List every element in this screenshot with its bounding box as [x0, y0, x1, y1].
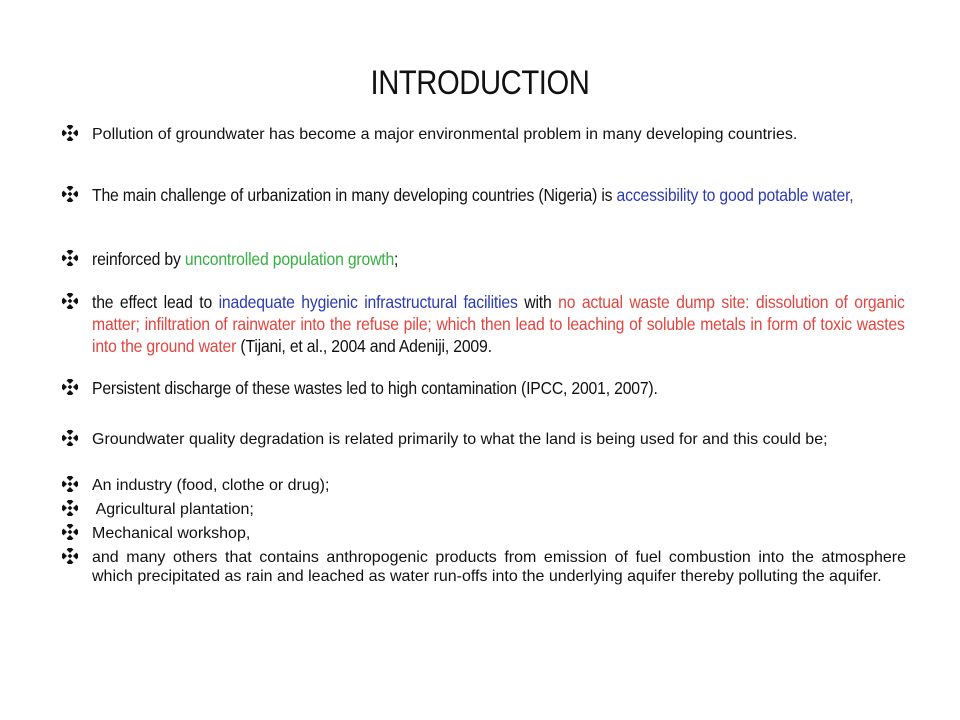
- bullet-item: [62, 248, 906, 271]
- bullet-text: Groundwater quality degradation is related primarily to what the land is being used for and this could be;: [92, 431, 828, 448]
- bullet-text: and many others that contains anthropogenic products from emission of fuel combustion into the atmosphere which precipitated as rain and leached as water run-offs into the underlying aquifer thereby polluting the aquifer.: [92, 549, 906, 585]
- four-petal-diamond-bullet-icon: [62, 476, 84, 496]
- bullet-text: reinforced by uncontrolled population growth;: [92, 249, 399, 269]
- bullet-text: Agricultural plantation;: [92, 501, 254, 518]
- four-petal-diamond-bullet-icon: [62, 293, 84, 313]
- four-petal-diamond-bullet-icon: [62, 430, 84, 450]
- bullet-item: [62, 548, 906, 586]
- slide-title: INTRODUCTION: [370, 64, 590, 102]
- four-petal-diamond-bullet-icon: [62, 524, 84, 544]
- bullet-text: An industry (food, clothe or drug);: [92, 477, 330, 494]
- four-petal-diamond-bullet-icon: [62, 125, 84, 145]
- bullet-item: [62, 125, 906, 144]
- bullet-item: [62, 377, 906, 400]
- bullet-text: Persistent discharge of these wastes led to high contamination (IPCC, 2001, 2007).: [92, 378, 658, 398]
- four-petal-diamond-bullet-icon: [62, 250, 84, 270]
- four-petal-diamond-bullet-icon: [62, 186, 84, 206]
- bullet-item: [62, 291, 906, 357]
- bullet-item: [62, 500, 906, 519]
- bullet-item: [62, 524, 906, 543]
- bullet-item: [62, 184, 906, 207]
- bullet-text: The main challenge of urbanization in many developing countries (Nigeria) is accessibility to good potable water,: [92, 185, 854, 205]
- bullet-item: [62, 476, 906, 495]
- four-petal-diamond-bullet-icon: [62, 548, 84, 568]
- bullet-item: [62, 430, 906, 449]
- bullet-text: the effect lead to inadequate hygienic infrastructural facilities with no actual waste dump site: dissolution of organic matter; infiltration of rainwater into the refuse pile; which then lead to leaching of soluble metals in form of toxic wastes into the ground water (Tijani, et al., 2004 and Adeniji, 2009.: [92, 292, 905, 356]
- four-petal-diamond-bullet-icon: [62, 500, 84, 520]
- bullet-text: Mechanical workshop,: [92, 525, 251, 542]
- bullet-text: Pollution of groundwater has become a major environmental problem in many developing countries.: [92, 126, 798, 143]
- four-petal-diamond-bullet-icon: [62, 379, 84, 399]
